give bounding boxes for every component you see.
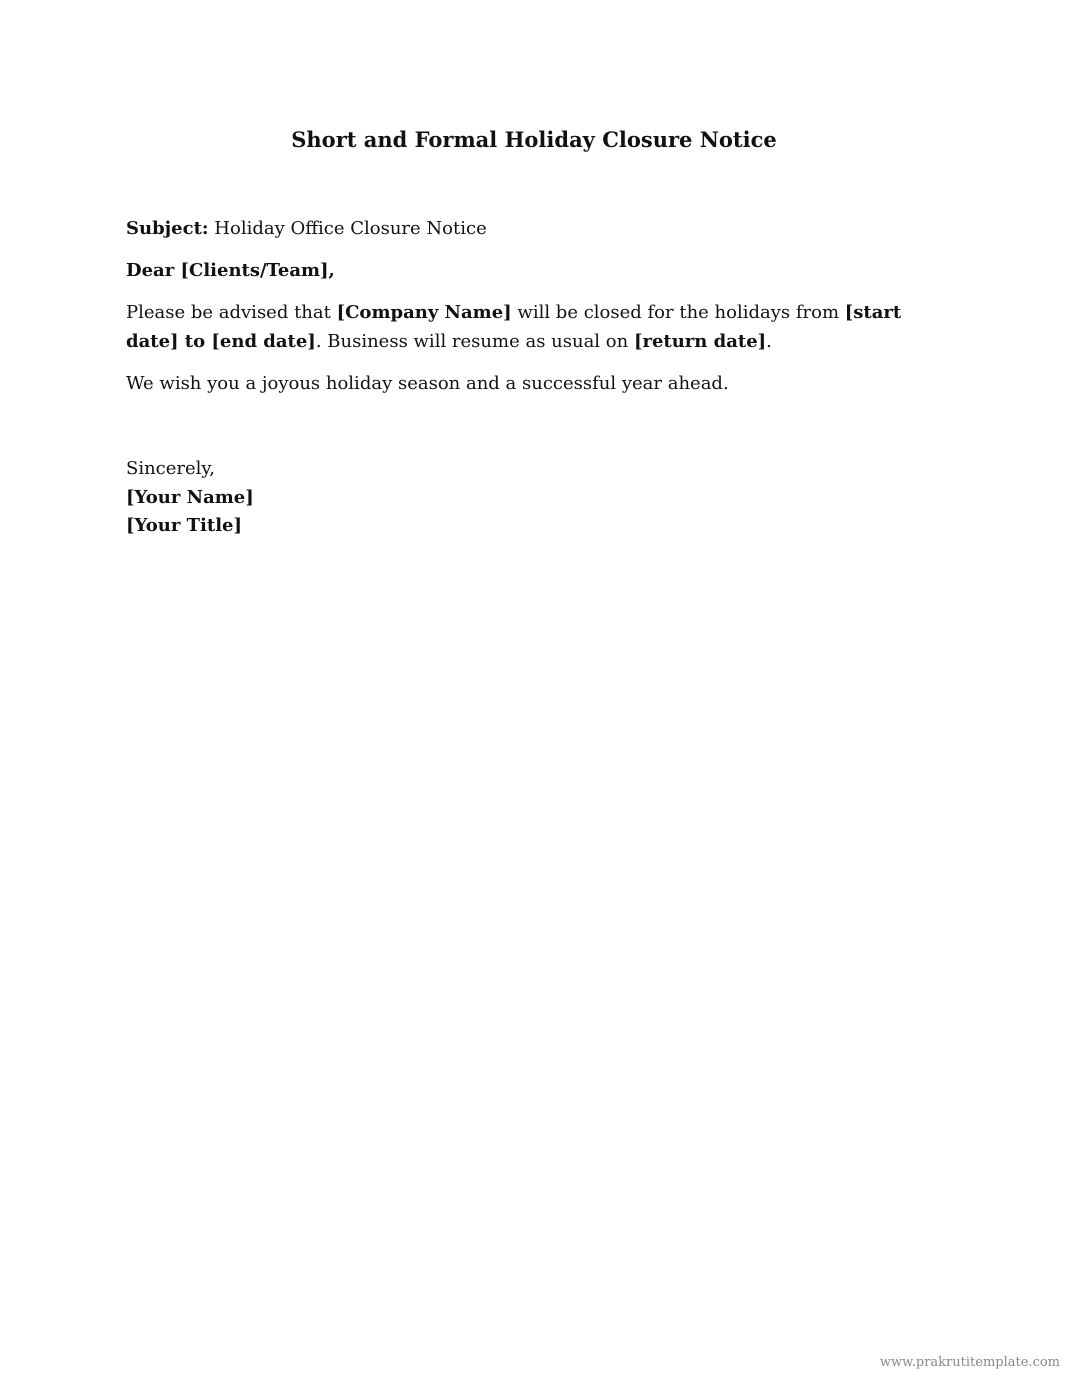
closure-text-4: . [766,331,772,352]
signature-name: [Your Name] [126,487,254,508]
return-date-placeholder: [return date] [633,331,767,352]
closure-text-1: Please be advised that [126,302,337,323]
footer-website: www.prakrutitemplate.com [879,1355,1060,1370]
date-range-placeholder: [start date] to [end date] [126,302,902,352]
document-title: Short and Formal Holiday Closure Notice [291,127,777,152]
subject-line [126,214,938,243]
closure-text-3: . Business will resume as usual on [315,331,634,352]
closure-text-2: will be closed for the holidays from [511,302,845,323]
company-name-placeholder: [Company Name] [336,302,512,323]
closure-paragraph [126,298,938,356]
subject-label: Subject: [126,218,209,239]
subject-value: Holiday Office Closure Notice [208,218,487,239]
signature-title: [Your Title] [126,515,242,536]
greeting: Dear [Clients/Team], [126,260,335,281]
wishes-paragraph: We wish you a joyous holiday season and a successful year ahead. [126,373,729,394]
closing: Sincerely, [126,458,215,479]
